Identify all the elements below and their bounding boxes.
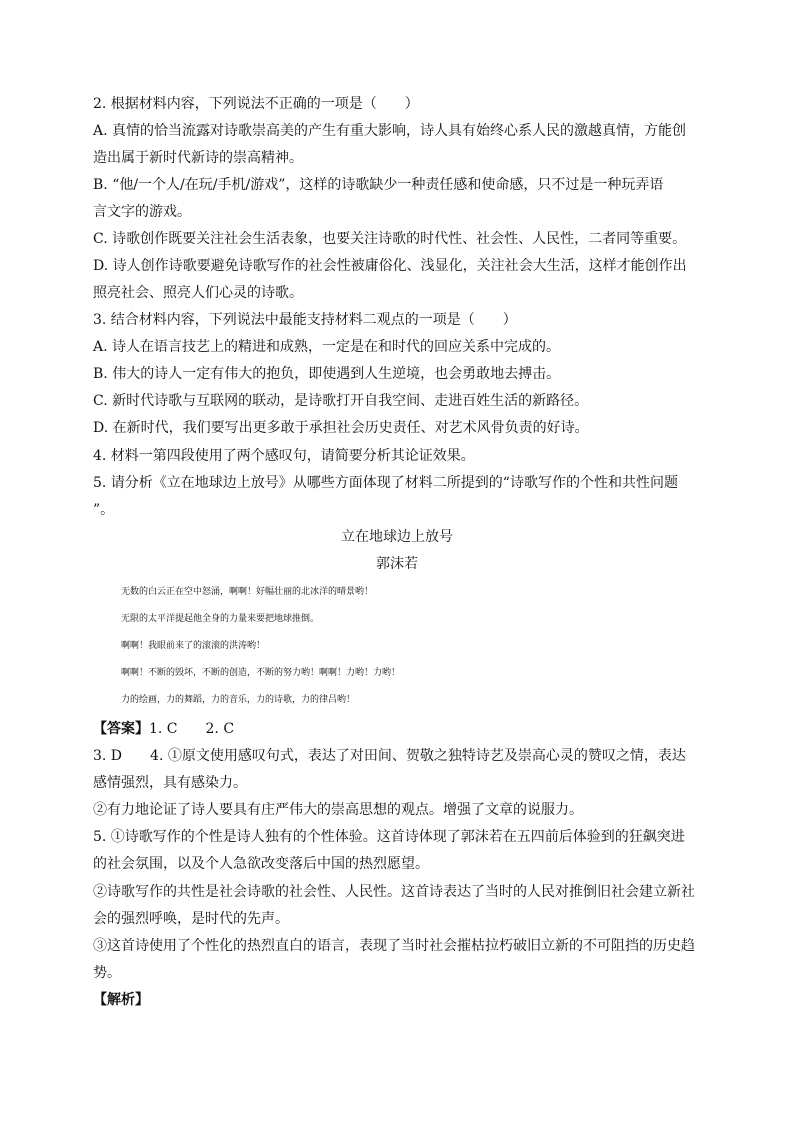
answer-line10: 势。 xyxy=(93,965,121,981)
answer-line8: 会的强烈呼唤，是时代的先声。 xyxy=(93,911,289,927)
q5-stem-line2: ”。 xyxy=(93,502,115,518)
answer-line3: 感情强烈，具有感染力。 xyxy=(93,775,247,791)
answer-line6: 的社会氛围，以及个人急欲改变落后中国的热烈愿望。 xyxy=(93,856,429,872)
q2-option-c: C. 诗歌创作既要关注社会生活表象，也要关注诗歌的时代性、社会性、人民性，二者同等重要。 xyxy=(93,231,687,247)
q2-option-b-line1: B. “他/一个人/在玩/手机/游戏”，这样的诗歌缺少一种责任感和使命感，只不过是一种玩弄语 xyxy=(93,177,664,193)
q3-option-b: B. 伟大的诗人一定有伟大的抱负，即使遇到人生逆境，也会勇敢地去搏击。 xyxy=(93,366,561,382)
q3-option-d: D. 在新时代，我们要写出更多敢于承担社会历史责任、对艺术风骨负责的好诗。 xyxy=(93,420,589,436)
q3-stem: 3. 结合材料内容，下列说法中最能支持材料二观点的一项是（ ） xyxy=(93,312,517,328)
answer-label: 【答案】 xyxy=(93,721,149,737)
q2-option-a-line1: A. 真情的恰当流露对诗歌崇高美的产生有重大影响，诗人具有始终心系人民的激越真情，方能创 xyxy=(93,123,687,139)
q2-option-d-line1: D. 诗人创作诗歌要避免诗歌写作的社会性被庸俗化、浅显化，关注社会大生活，这样才能创作出 xyxy=(93,258,687,274)
q4-stem: 4. 材料一第四段使用了两个感叹句，请简要分析其论证效果。 xyxy=(93,448,475,464)
poem-title: 立在地球边上放号 xyxy=(341,529,453,545)
answer-line7: ②诗歌写作的共性是社会诗歌的社会性、人民性。这首诗表达了当时的人民对推倒旧社会建立新社 xyxy=(93,884,695,900)
poem-line: 力的绘画，力的舞蹈，力的音乐，力的诗歌，力的律吕哟！ xyxy=(121,695,356,705)
q3-option-a: A. 诗人在语言技艺上的精进和成熟，一定是在和时代的回应关系中完成的。 xyxy=(93,339,561,355)
answer-line9: ③这首诗使用了个性化的热烈直白的语言，表现了当时社会摧枯拉朽破旧立新的不可阻挡的历史趋 xyxy=(93,938,695,954)
answer-line5: 5. ①诗歌写作的个性是诗人独有的个性体验。这首诗体现了郭沫若在五四前后体验到的狂飙突进 xyxy=(93,829,685,845)
answer-line4: ②有力地论证了诗人要具有庄严伟大的崇高思想的观点。增强了文章的说服力。 xyxy=(93,802,583,818)
poem-line: 啊啊！我眼前来了的滚滚的洪涛哟！ xyxy=(121,641,266,651)
q2-option-d-line2: 照亮社会、照亮人们心灵的诗歌。 xyxy=(93,285,303,301)
poem-line: 无数的白云正在空中怒涌，啊啊！好幅壮丽的北冰洋的晴景哟！ xyxy=(121,587,374,597)
answer-line1: 1. C 2. C xyxy=(149,721,235,737)
q5-stem-line1: 5. 请分析《立在地球边上放号》从哪些方面体现了材料二所提到的“诗歌写作的个性和共性问题 xyxy=(93,475,678,491)
poem-author: 郭沫若 xyxy=(376,556,418,572)
q3-option-c: C. 新时代诗歌与互联网的联动，是诗歌打开自我空间、走进百姓生活的新路径。 xyxy=(93,393,589,409)
poem-line: 啊啊！不断的毁坏，不断的创造，不断的努力哟！啊啊！力哟！力哟！ xyxy=(121,668,401,678)
q2-option-a-line2: 造出属于新时代新诗的崇高精神。 xyxy=(93,150,303,166)
answer-line2: 3. D 4. ①原文使用感叹句式，表达了对田间、贺敬之独特诗艺及崇高心灵的赞叹之情，表达 xyxy=(93,748,686,764)
answer-row-1 xyxy=(93,719,703,739)
poem-line: 无限的太平洋提起他全身的力量来要把地球推倒。 xyxy=(121,614,320,624)
analysis-label: 【解析】 xyxy=(93,992,149,1008)
q2-option-b-line2: 言文字的游戏。 xyxy=(93,204,191,220)
q2-stem: 2. 根据材料内容，下列说法不正确的一项是（ ） xyxy=(93,96,419,112)
